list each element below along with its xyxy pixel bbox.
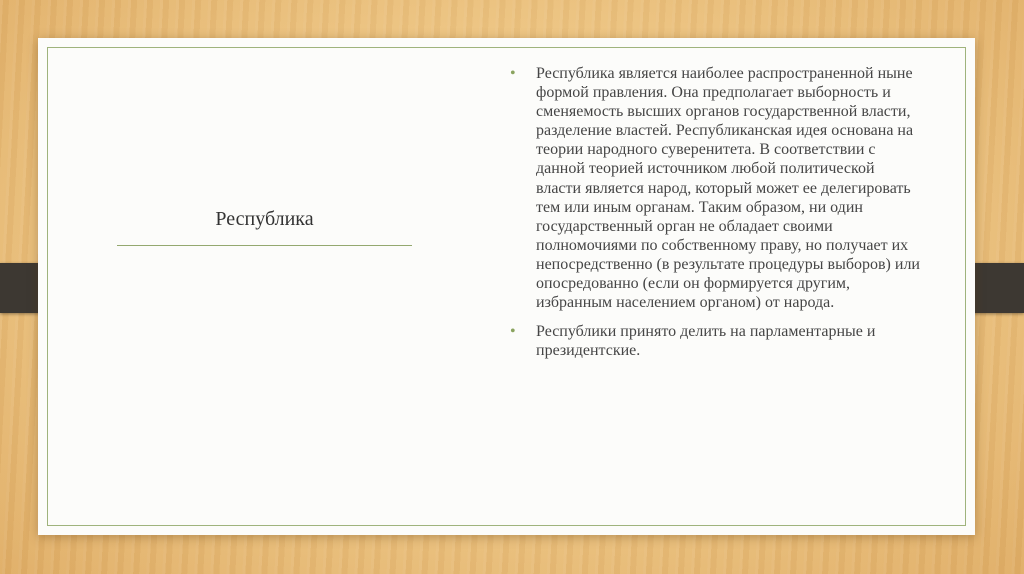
bullet-item bbox=[510, 64, 922, 312]
slide-title: Республика bbox=[215, 208, 314, 230]
bullet-icon: • bbox=[510, 65, 516, 82]
slide-card bbox=[38, 38, 975, 535]
title-block bbox=[117, 205, 412, 246]
title-underline bbox=[117, 245, 412, 246]
bullet-icon: • bbox=[510, 323, 516, 341]
bullet-list bbox=[510, 64, 922, 370]
bullet-text: Республика является наиболее распространенной ныне формой правления. Она предполагает выборность и сменяемость высших органов государственной власти, разделение властей. Республиканская идея основана на теории народного суверенитета. В соответствии с данной теорией источником любой политической власти является народ, который может ее делегировать тем или иным органам. Таким образом, ни один государственный орган не обладает своими полномочиями по собственному праву, но получает их непосредственно (в результате процедуры выборов) или опосредованно (если он формируется другим, избранным населением органом) от народа. bbox=[536, 65, 920, 312]
bullet-text: Республики принято делить на парламентарные и президентские. bbox=[536, 323, 876, 360]
bullet-item bbox=[510, 322, 922, 360]
